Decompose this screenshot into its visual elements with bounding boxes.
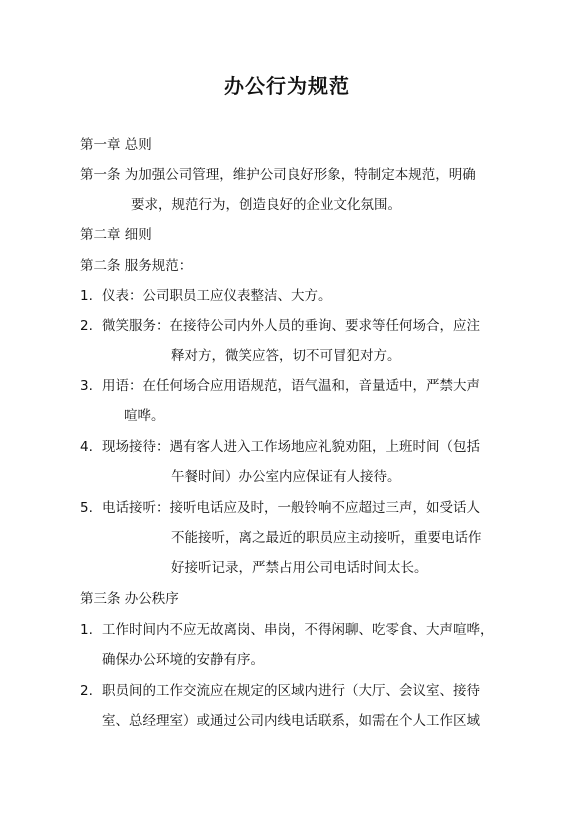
list-item (80, 437, 480, 457)
list-text: 仪表：公司职员工应仪表整洁、大方。 (102, 288, 332, 304)
list-number: 1. (80, 288, 93, 304)
list-text: 微笑服务：在接待公司内外人员的垂询、要求等任何场合，应注 (102, 318, 480, 334)
list-item (80, 620, 494, 640)
list-continuation: 好接听记录，严禁占用公司电话时间太长。 (171, 560, 428, 576)
list-continuation: 午餐时间）办公室内应保证有人接待。 (171, 469, 401, 485)
list-continuation: 喧哗。 (124, 408, 165, 424)
list-text: 电话接听：接听电话应及时，一般铃响不应超过三声，如受话人 (102, 500, 480, 516)
list-text: 用语：在任何场合应用语规范，语气温和，音量适中，严禁大声 (102, 378, 480, 394)
list-continuation: 室、总经理室）或通过公司内线电话联系，如需在个人工作区域 (102, 713, 480, 729)
list-continuation: 释对方，微笑应答，切不可冒犯对方。 (171, 348, 401, 364)
document-title: 办公行为规范 (224, 74, 350, 98)
article-line: 第一条 为加强公司管理，维护公司良好形象，特制定本规范，明确 (80, 167, 476, 183)
list-item (80, 376, 480, 396)
list-item (80, 316, 480, 336)
chapter-heading: 第一章 总则 (80, 137, 152, 153)
list-number: 5. (80, 500, 93, 516)
article-line: 第三条 办公秩序 (80, 591, 179, 607)
list-number: 2. (80, 683, 93, 699)
chapter-heading: 第二章 细则 (80, 227, 152, 243)
list-number: 2. (80, 318, 93, 334)
list-number: 3. (80, 378, 93, 394)
list-text: 现场接待：遇有客人进入工作场地应礼貌劝阻，上班时间（包括 (102, 439, 480, 455)
list-text: 职员间的工作交流应在规定的区域内进行（大厅、会议室、接待 (102, 683, 480, 699)
list-continuation: 不能接听，离之最近的职员应主动接听，重要电话作 (171, 530, 482, 546)
list-item (80, 286, 332, 306)
list-item (80, 498, 480, 518)
article-line: 第二条 服务规范： (80, 258, 193, 274)
list-item (80, 681, 480, 701)
article-line: 要求，规范行为，创造良好的企业文化氛围。 (131, 197, 401, 213)
list-text: 工作时间内不应无故离岗、串岗，不得闲聊、吃零食、大声喧哗， (102, 622, 494, 638)
list-number: 1. (80, 622, 93, 638)
list-continuation: 确保办公环境的安静有序。 (102, 652, 264, 668)
list-number: 4. (80, 439, 93, 455)
